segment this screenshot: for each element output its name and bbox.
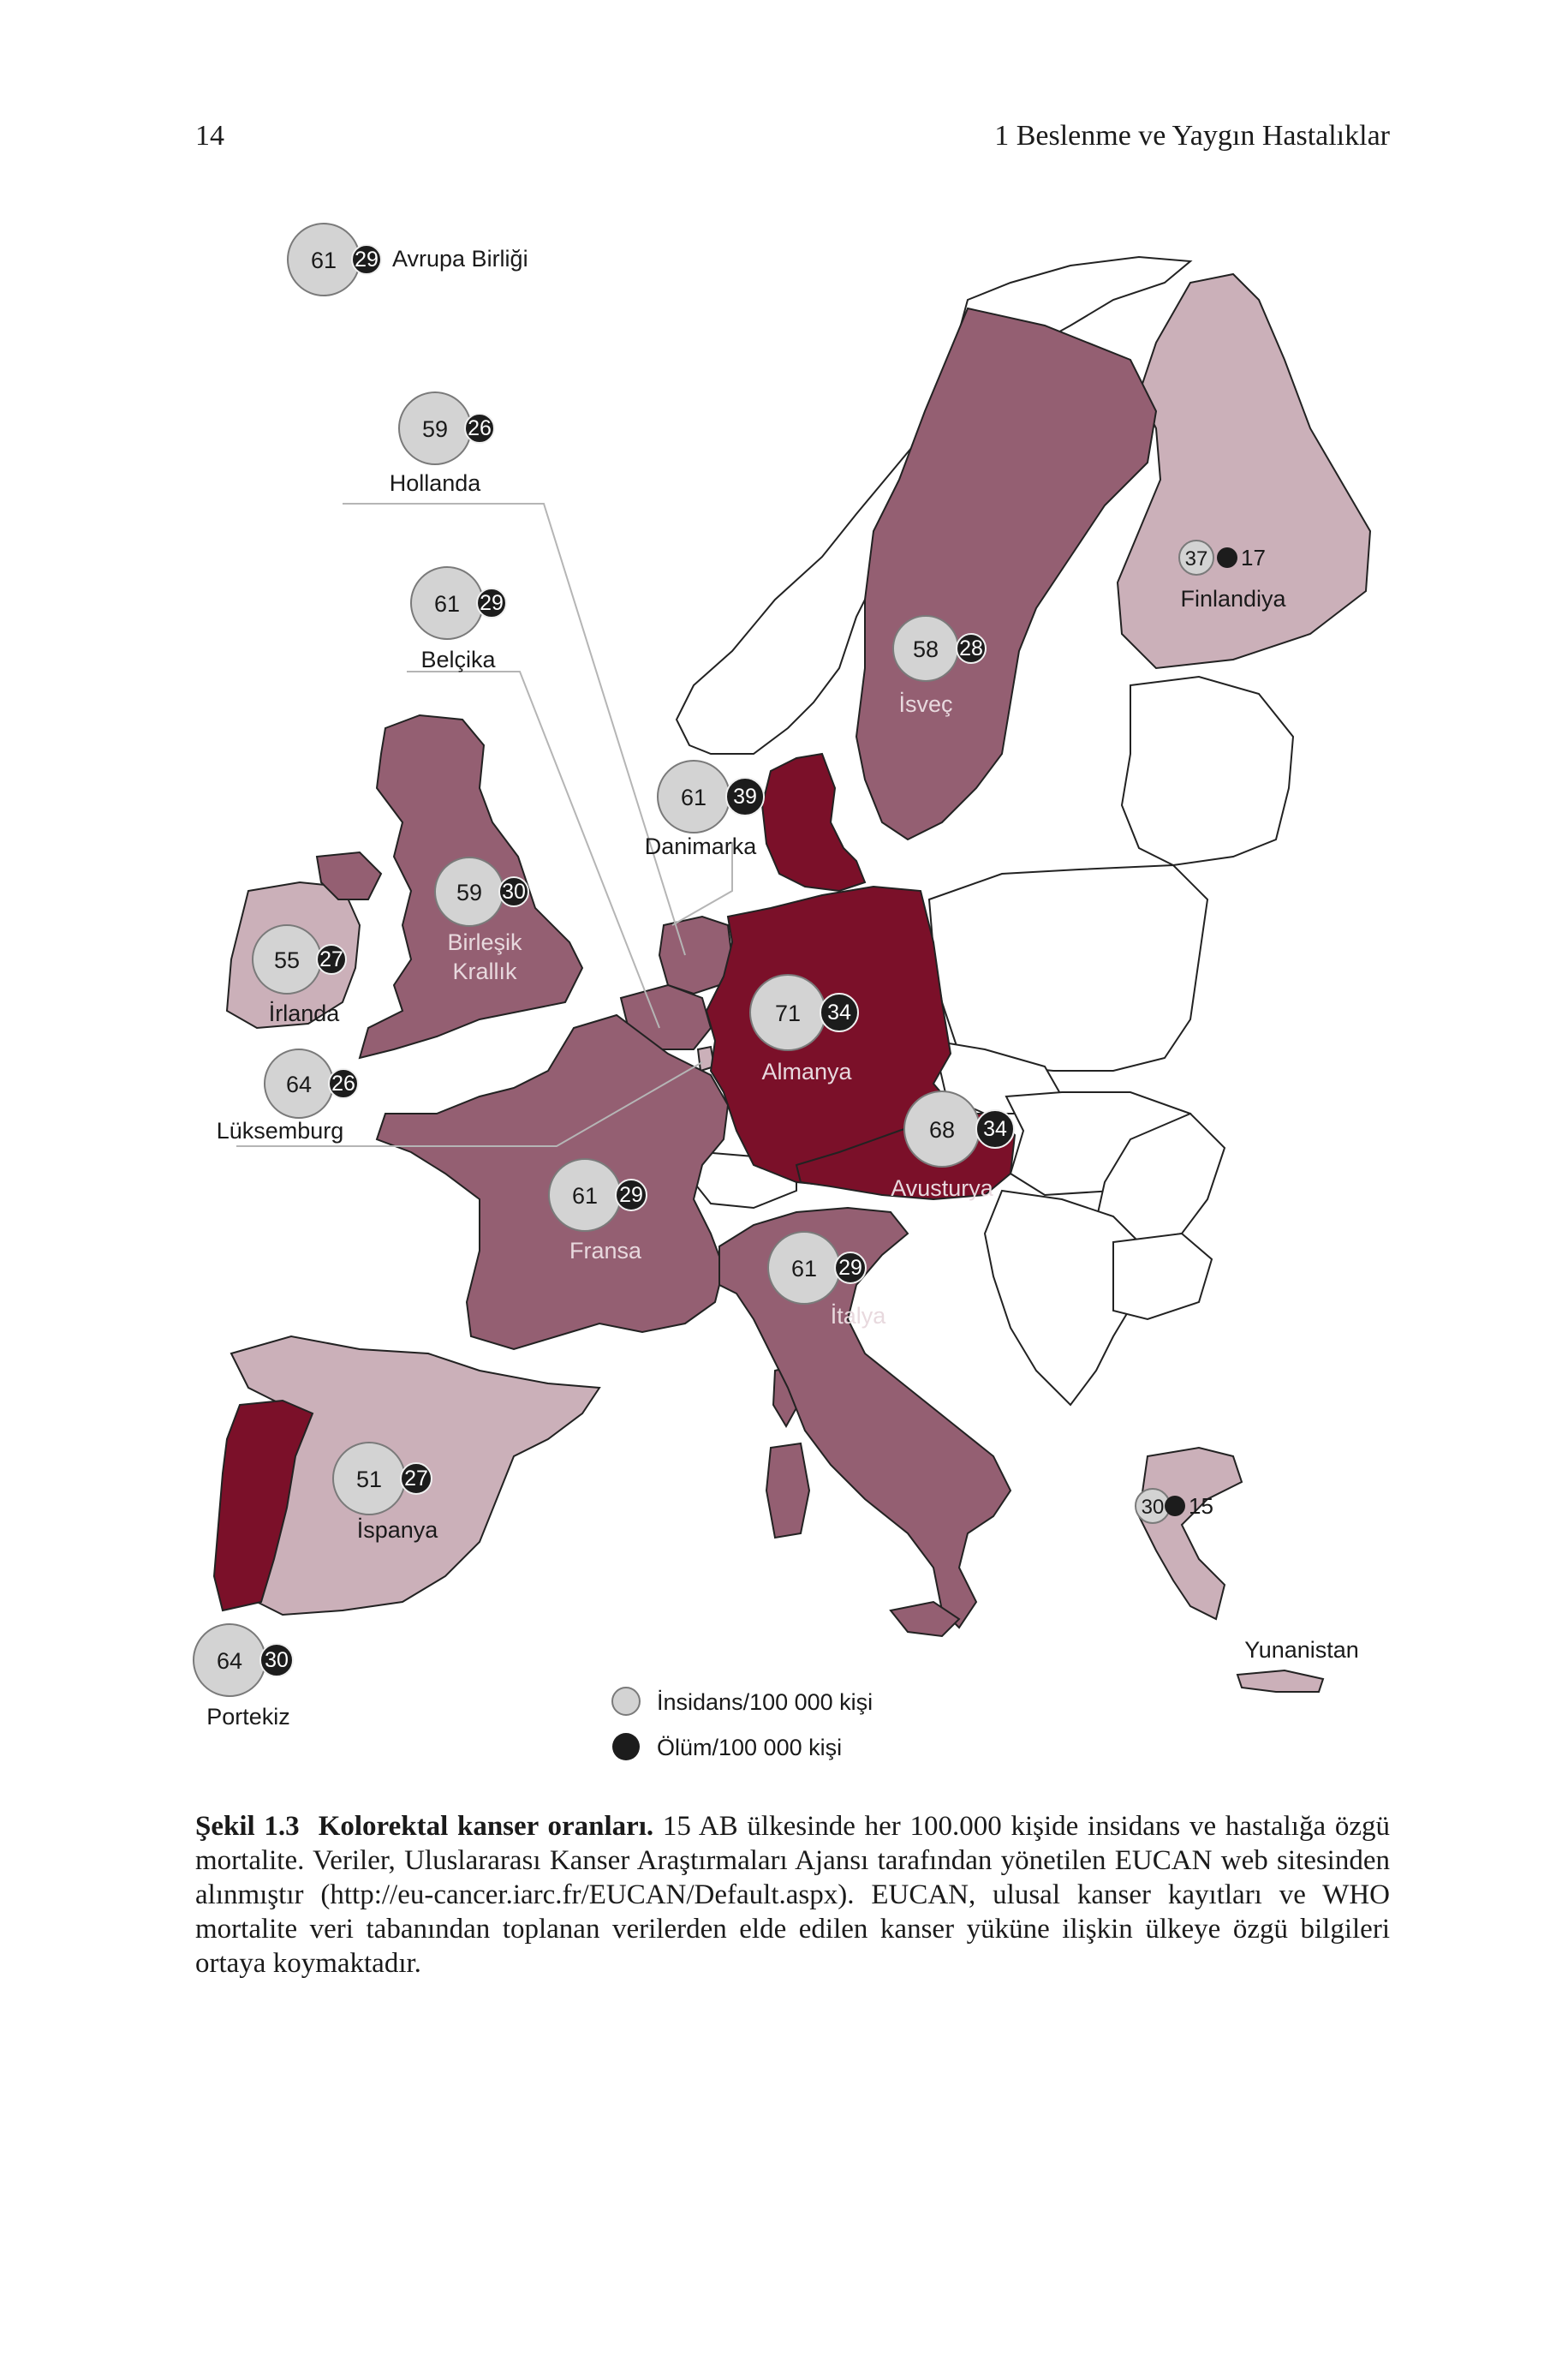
mortality-circle [1217,547,1237,568]
mortality-value: 30 [502,880,526,904]
mortality-value: 34 [827,1001,851,1025]
sweden-shape [856,308,1156,839]
crete-shape [1237,1670,1323,1692]
incidence-value: 71 [774,1001,802,1026]
country-label: İtalya [830,1303,886,1329]
mortality-circle [1165,1496,1185,1516]
caption-title: Kolorektal kanser oranları. [318,1811,654,1842]
country-label: İspanya [356,1517,438,1543]
country-label: Danimarka [644,833,757,859]
baltics-shape [1122,677,1293,865]
incidence-value: 37 [1184,547,1208,571]
incidence-value: 61 [433,591,461,617]
marker-0 [288,224,528,296]
sardinia-shape [766,1443,809,1538]
bulgaria-shape [1113,1234,1212,1319]
page-number: 14 [195,120,224,152]
mortality-value: 29 [619,1183,643,1207]
mortality-value: 30 [265,1648,289,1672]
country-label-line1: Birleşik [447,929,522,955]
country-label: Finlandiya [1180,586,1286,612]
caption-figure-label: Şekil 1.3 [195,1811,300,1842]
country-label: Avusturya [891,1175,993,1201]
incidence-value: 64 [285,1072,313,1097]
mortality-value: 27 [319,947,343,971]
country-label-line2: Krallık [452,959,517,984]
legend-mortality-label: Ölüm/100 000 kişi [657,1735,843,1760]
mortality-value: 28 [959,636,983,660]
mortality-value: 29 [838,1256,862,1280]
country-label: Belçika [420,647,496,672]
incidence-value: 64 [216,1648,243,1674]
mortality-value: 29 [480,591,504,615]
greece-shape [1139,1448,1242,1619]
marker-5 [645,761,764,859]
country-label: Yunanistan [1244,1637,1359,1663]
country-label: Hollanda [389,470,481,496]
incidence-value: 59 [456,880,483,905]
country-label: Almanya [761,1059,852,1084]
figure-caption [195,1809,1390,1981]
poland-shape [929,865,1207,1071]
incidence-value: 59 [421,416,449,442]
marker-9 [217,1049,358,1144]
country-label: Avrupa Birliği [392,246,528,272]
legend-mortality-swatch [612,1733,640,1760]
marker-2 [411,567,506,672]
mortality-value: 15 [1189,1493,1213,1519]
country-label: İrlanda [268,1001,340,1026]
mortality-value: 39 [733,785,757,809]
country-label: Lüksemburg [216,1118,344,1144]
incidence-value: 61 [571,1183,599,1209]
legend-incidence-swatch [612,1688,640,1715]
country-label: Fransa [569,1238,642,1264]
country-label: İsveç [898,691,953,717]
mortality-value: 26 [331,1072,355,1096]
mortality-value: 17 [1241,545,1266,571]
incidence-value: 61 [680,785,707,810]
mortality-value: 34 [983,1117,1007,1141]
marker-14 [194,1624,293,1730]
running-title: 1 Beslenme ve Yaygın Hastalıklar [994,120,1390,152]
mortality-value: 29 [355,248,379,272]
legend [612,1688,873,1760]
incidence-value: 58 [912,636,939,662]
incidence-value: 61 [310,248,337,273]
incidence-value: 30 [1141,1496,1165,1519]
country-label: Portekiz [206,1704,290,1730]
marker-1 [390,392,494,496]
incidence-value: 51 [355,1467,383,1492]
incidence-value: 55 [273,947,301,973]
mortality-value: 26 [468,416,492,440]
legend-incidence-label: İnsidans/100 000 kişi [657,1689,873,1715]
caption-text: 15 AB ülkesinde her 100.000 kişide insidans ve hastalığa özgü mortalite. Veriler, Uluslararası Kanser Araştırmaları Ajansı tarafından yönetilen EUCAN web sitesinden alınmıştır (http://eu-cancer.iarc.fr/EUCAN/Default.aspx). EUCAN, ulusal kanser kayıtları ve WHO mortalite veri tabanından toplanan verilerden elde edilen kanser yüküne ilişkin ülkeye özgü bilgileri ortaya koymaktadır. [195,1811,1390,1979]
incidence-value: 68 [928,1117,956,1143]
denmark-shape [762,754,865,891]
mortality-value: 27 [404,1467,428,1491]
incidence-value: 61 [790,1256,818,1282]
